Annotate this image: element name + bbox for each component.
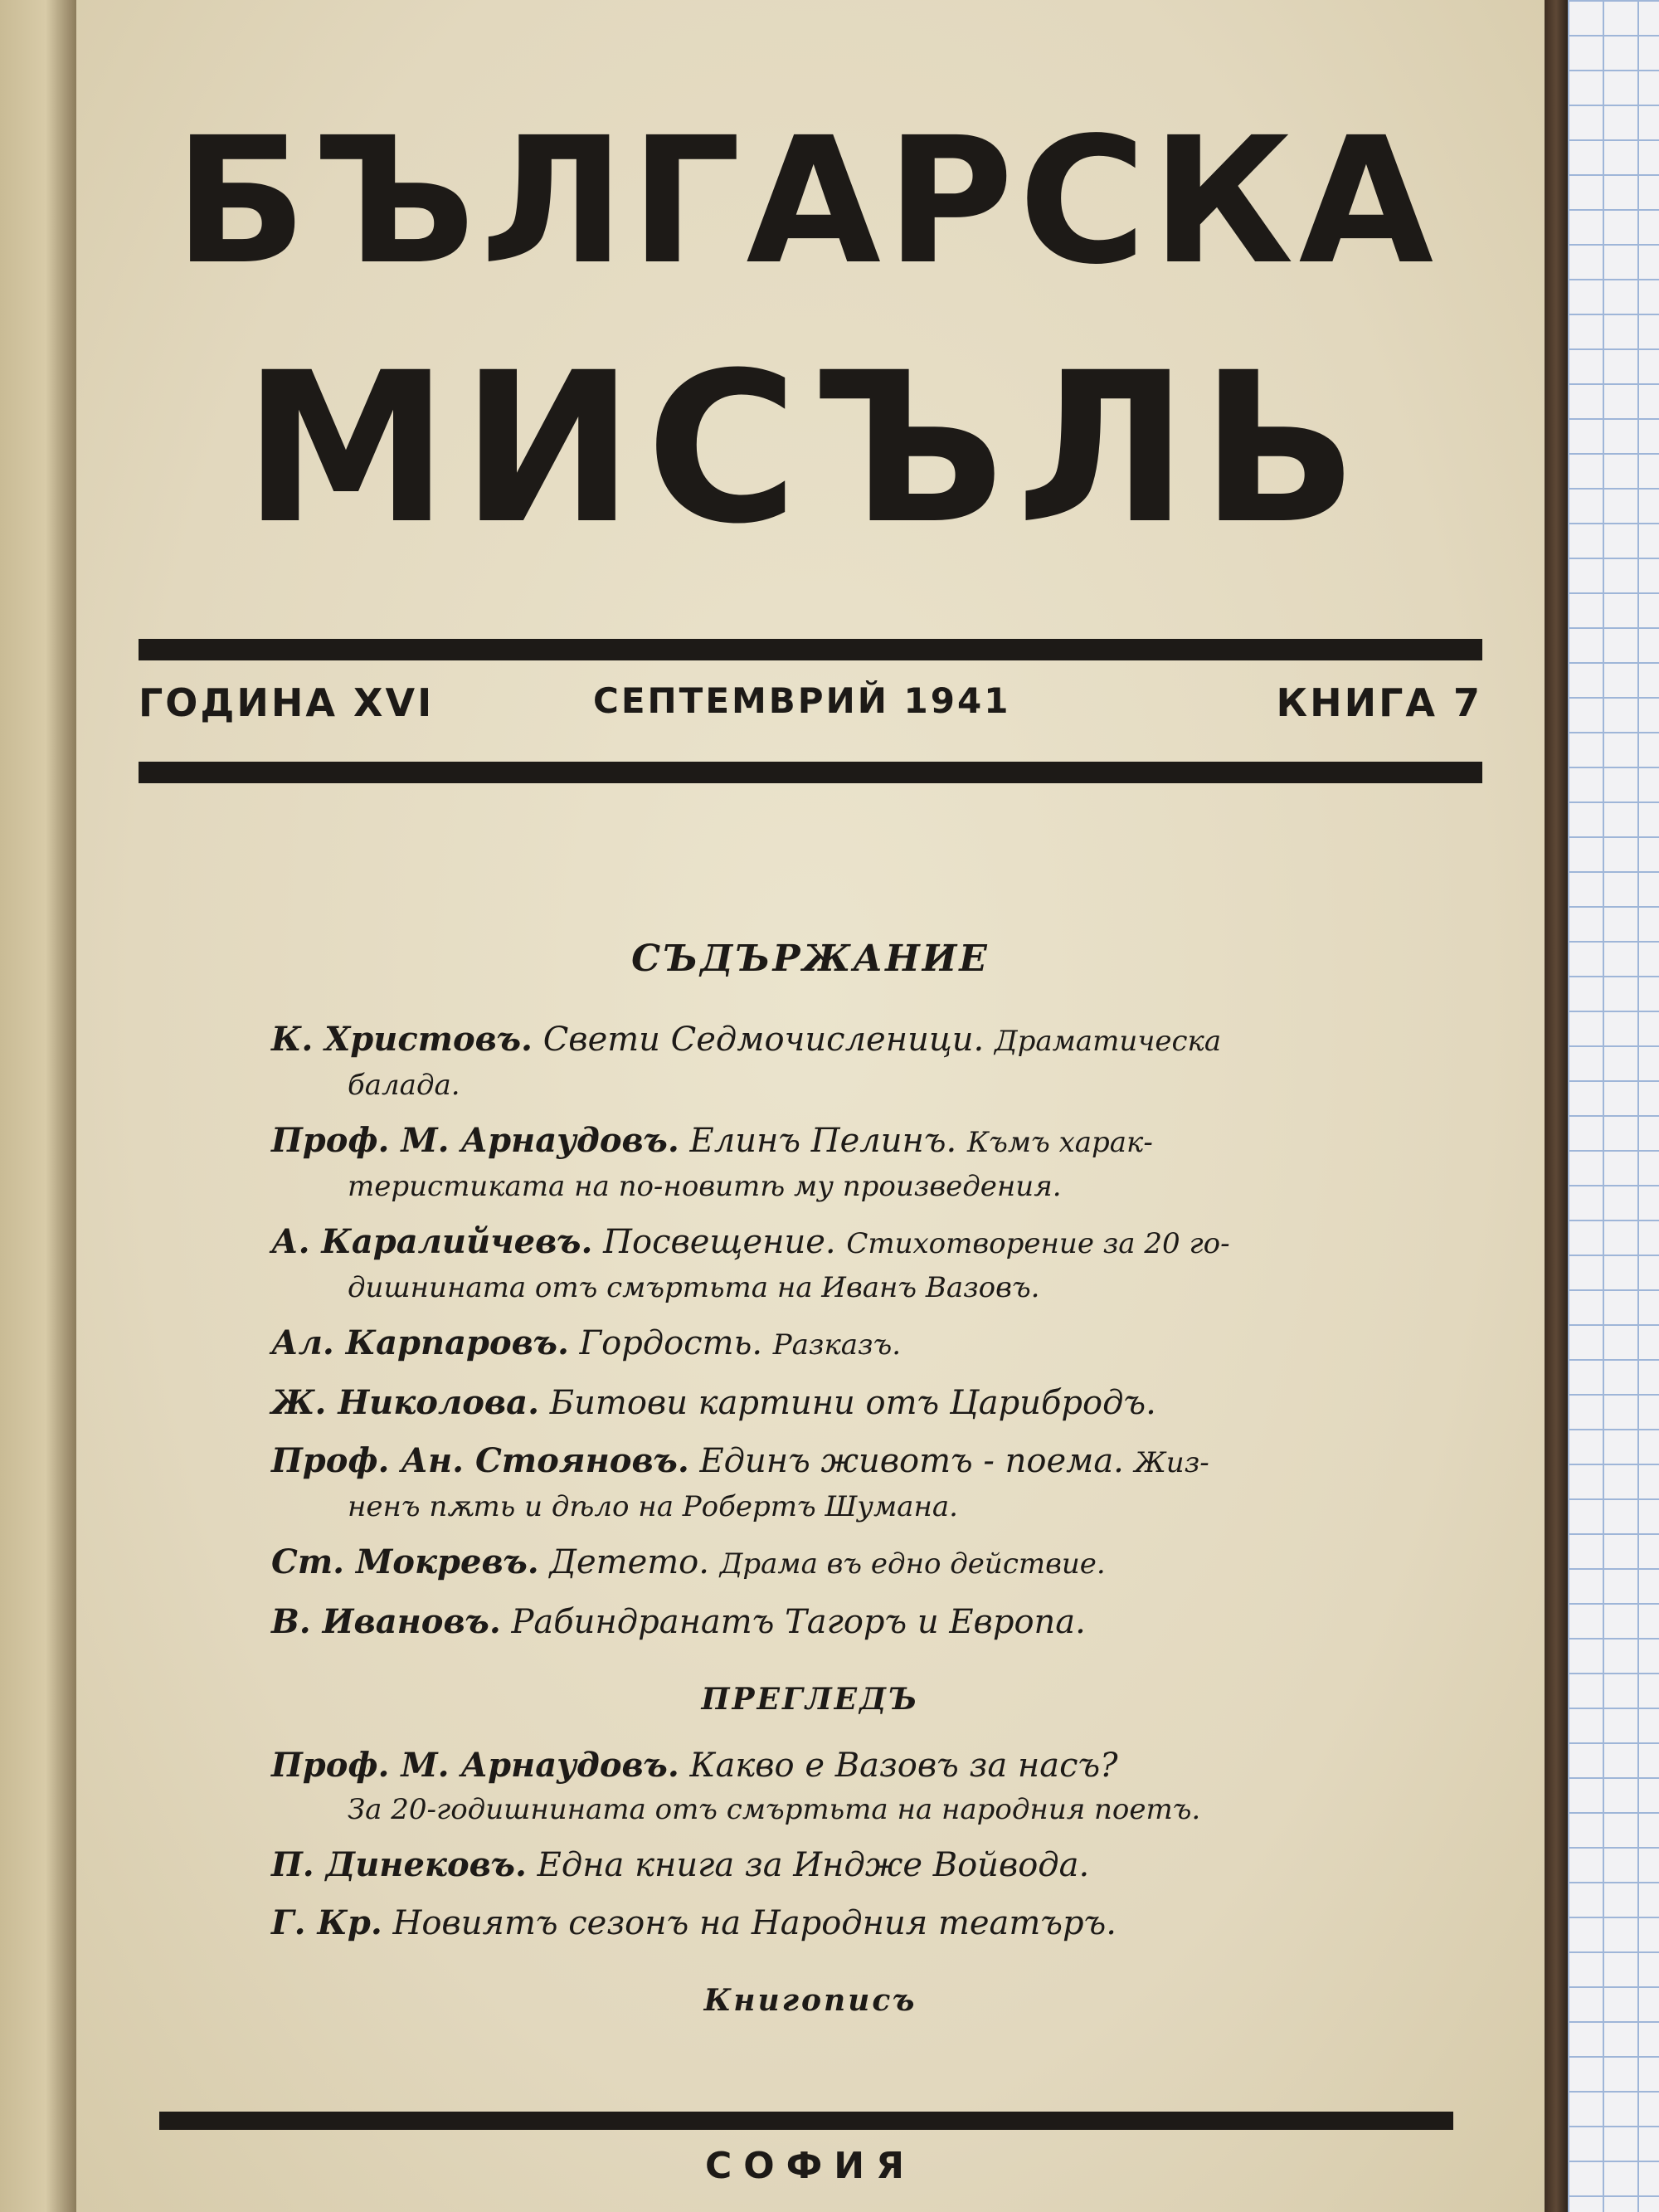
toc-author: Проф. М. Арнаудовъ. [271,1121,679,1160]
toc-continuation: теристиката на по-новитѣ му произведения. [348,1170,1062,1203]
masthead-line-2: МИСЪЛЬ [242,328,1370,569]
review-heading: ПРЕГЛЕДЪ [701,1682,920,1717]
masthead-line-1: БЪЛГАРСКА [173,100,1439,303]
review-title: Новиятъ сезонъ на Народния театъръ. [392,1904,1117,1942]
toc-subtitle: Къмъ харак- [966,1126,1153,1159]
toc-continuation: ненъ пѫть и дѣло на Робертъ Шумана. [348,1490,958,1523]
issue-month: СЕПТЕМВРИЙ 1941 [593,680,1011,721]
bottom-rule [139,762,1482,783]
review-entry [271,1842,1333,1888]
toc-title: Единъ животъ - поема. [699,1442,1124,1480]
toc-title: Свети Седмочисленици. [542,1021,985,1059]
toc-author: А. Каралийчевъ. [271,1222,593,1261]
toc-subtitle: Жиз- [1134,1446,1209,1479]
review-entry [271,1900,1333,1946]
toc-continuation: дишнината отъ смъртьта на Иванъ Вазовъ. [348,1271,1040,1304]
toc-entry [271,1320,1333,1368]
review-continuation: За 20-годишнината отъ смъртьта на народния поетъ. [348,1793,1201,1826]
review-title: Какво е Вазовъ за насъ? [689,1747,1118,1785]
toc-author: Ал. Карпаровъ. [271,1323,569,1362]
review-author: Проф. М. Арнаудовъ. [271,1746,679,1785]
contents-list [271,1016,1333,1657]
top-rule [139,639,1482,660]
toc-title: Посвещение. [603,1223,836,1261]
review-title: Една книга за Инджe Войвода. [537,1846,1090,1884]
review-list [271,1742,1333,1958]
toc-author: Ст. Мокревъ. [271,1542,539,1581]
previous-page-edge [0,0,76,2212]
title-page [76,0,1545,2212]
toc-subtitle: Драматическа [994,1025,1222,1058]
review-entry [271,1742,1333,1830]
toc-entry [271,1118,1333,1207]
toc-entry [271,1380,1333,1426]
toc-entry [271,1219,1333,1308]
footer-rule [159,2112,1453,2130]
toc-author: Проф. Ан. Стояновъ. [271,1441,689,1480]
toc-continuation: балада. [348,1069,460,1102]
toc-title: Гордость. [579,1324,763,1362]
publication-city: СОФИЯ [704,2145,917,2187]
toc-title: Детето. [549,1543,709,1581]
grid-paper-background [1568,0,1659,2212]
toc-author: В. Ивановъ. [271,1602,501,1641]
toc-subtitle: Стихотворение за 20 го- [846,1227,1230,1260]
toc-subtitle: Разказъ. [772,1328,902,1362]
issue-year: ГОДИНА XVI [139,680,435,725]
toc-title: Елинъ Пелинъ. [689,1122,957,1160]
toc-entry [271,1539,1333,1587]
book-spine [1545,0,1568,2212]
contents-heading: СЪДЪРЖАНИЕ [631,938,990,980]
toc-title: Рабиндранатъ Тагоръ и Европа. [511,1603,1086,1641]
toc-entry [271,1016,1333,1106]
toc-author: К. Христовъ. [271,1020,533,1059]
issue-book: КНИГА 7 [1276,680,1482,725]
bibliography-heading: Книгописъ [703,1983,917,2018]
review-author: Г. Кр. [271,1903,382,1942]
toc-subtitle: Драма въ едно действие. [719,1547,1106,1581]
review-author: П. Динековъ. [271,1845,527,1884]
toc-entry [271,1438,1333,1527]
toc-entry [271,1599,1333,1645]
toc-author: Ж. Николова. [271,1383,540,1422]
issue-info [139,680,1482,747]
toc-title: Битови картини отъ Царибродъ. [549,1384,1156,1422]
